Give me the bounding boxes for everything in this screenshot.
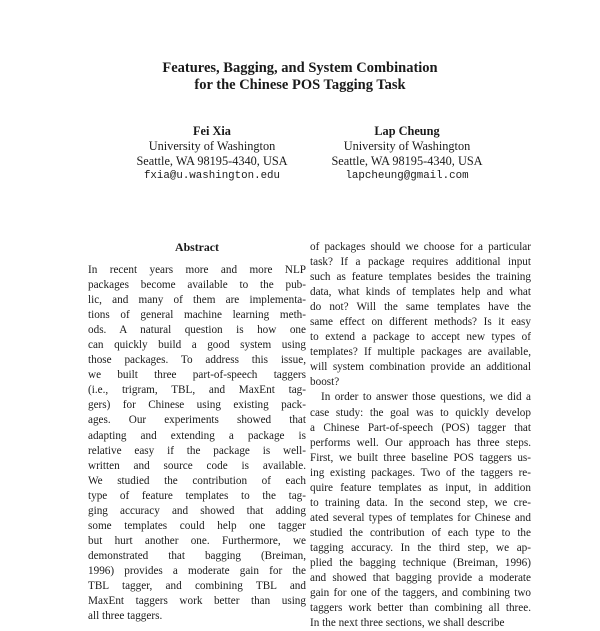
text-line: we built three part-of-speech taggers (88, 369, 306, 382)
text-line: all three taggers. (88, 610, 163, 623)
text-line: relative easy if the package is well- (88, 444, 306, 457)
text-line: First, we built three baseline POS taggers us- (310, 451, 531, 464)
text-line: 1996) provides a moderate gain for the (88, 564, 306, 577)
text-line: In recent years more and more NLP (88, 264, 306, 276)
text-line: ods. A natural question is how one (88, 324, 306, 337)
abstract-heading: Abstract (175, 240, 219, 254)
right-column-body (310, 240, 531, 631)
author-block-1 (102, 124, 322, 184)
text-line: studied the contribution of each type to the (310, 526, 531, 539)
text-line: packages become available to the pub- (88, 279, 306, 292)
text-line: templates? If multiple packages are available, (310, 346, 531, 359)
text-line: task? If a package requires additional input (310, 256, 531, 269)
text-line: demonstrated that bagging (Breiman, (88, 549, 306, 562)
text-line: a Chinese Part-of-speech (POS) tagger that (310, 421, 531, 434)
text-line: to training data. In the second step, we cre- (310, 496, 531, 509)
text-line: some templates could help one tagger (88, 519, 306, 532)
author-name: Lap Cheung (374, 124, 440, 138)
text-line: type of feature templates to the tag- (88, 489, 306, 502)
text-line: will system combination provide an additional (310, 361, 531, 374)
text-line: data, what kinds of templates help and what (310, 286, 531, 299)
title-line-1: Features, Bagging, and System Combination (162, 60, 438, 76)
text-line: plied the bagging technique (Breiman, 1996) (310, 556, 531, 569)
text-line: of packages should we choose for a particular (310, 241, 531, 253)
text-line: do not? Will the same templates have the (310, 301, 531, 314)
text-line: can quickly build a good system using (88, 339, 306, 352)
text-line: MaxEnt taggers work better than using (88, 595, 306, 608)
text-line: and showed that bagging provide a moderate (310, 572, 531, 585)
text-line: TBL tagger, and combining TBL and (88, 579, 306, 592)
paper-title (0, 60, 600, 94)
text-line: those packages. To address this issue, (88, 354, 306, 367)
text-line: such as feature templates besides the training (310, 271, 531, 284)
text-line: ging accuracy and showed that adding (88, 504, 306, 517)
text-line: gain for one of the taggers, and combining two (310, 587, 531, 600)
author-block-2 (297, 124, 517, 184)
text-line: ing existing packages. Two of the taggers re- (310, 466, 531, 479)
text-line: gers) for Chinese using existing pack- (88, 399, 306, 412)
text-line: written and source code is available. (88, 459, 306, 472)
text-line: lic, and many of them are implementa- (88, 294, 306, 307)
text-line: performs well. Our approach has three steps. (310, 436, 531, 449)
author-email[interactable]: fxia@u.washington.edu (143, 170, 281, 182)
text-line: We studied the contribution of each (88, 474, 306, 487)
author-affiliation: University of Washington (148, 139, 276, 153)
text-line: case study: the goal was to quickly develop (310, 406, 531, 419)
text-line: taggers work better than combining all three. (310, 602, 531, 615)
text-line: boost? (310, 376, 340, 389)
text-line: ages. Our experiments showed that (88, 414, 306, 427)
text-line: to extend a package to accept new types of (310, 331, 531, 344)
abstract-body (88, 263, 306, 624)
title-line-2: for the Chinese POS Tagging Task (194, 77, 406, 93)
text-line: same effect on different methods? Is it easy (310, 316, 531, 329)
text-line: (i.e., trigram, TBL, and MaxEnt tag- (88, 384, 306, 397)
author-address: Seattle, WA 98195-4340, USA (136, 154, 288, 168)
author-email[interactable]: lapcheung@gmail.com (345, 170, 469, 182)
author-affiliation: University of Washington (343, 139, 471, 153)
author-address: Seattle, WA 98195-4340, USA (331, 154, 483, 168)
text-line: but hurt another one. Furthermore, we (88, 534, 306, 547)
text-line: quire feature templates as input, in addition (310, 481, 531, 494)
text-line: In order to answer those questions, we did a (321, 391, 531, 404)
text-line: ated several types of templates for Chinese and (310, 511, 531, 524)
text-line: adapting and extending a package is (88, 429, 306, 442)
text-line: In the next three sections, we shall describe (310, 617, 505, 630)
author-name: Fei Xia (193, 124, 231, 138)
text-line: tions of general machine learning meth- (88, 309, 306, 322)
text-line: tagging accuracy. In the third step, we ap- (310, 541, 531, 554)
